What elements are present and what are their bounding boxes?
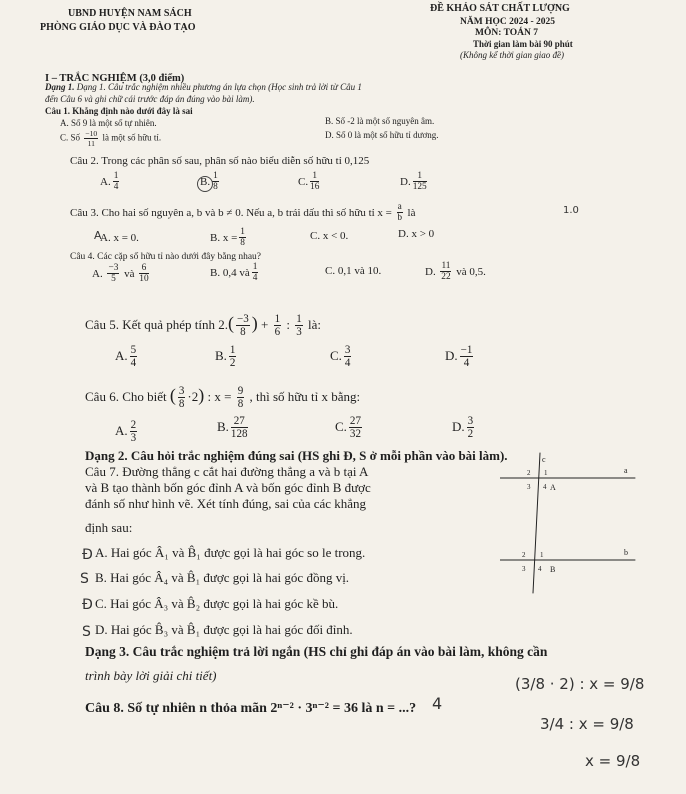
label-a: a <box>624 466 628 475</box>
score-mark: 1.0 <box>563 205 579 216</box>
angle-B-4: 4 <box>538 565 542 573</box>
label-b: b <box>624 548 628 557</box>
q6-stem: Câu 6. Cho biết ( $\frac{3}{8}$ ·2) : x = $\frac{9}{8}$ , thì số hữu tỉ x bằng: <box>85 384 361 411</box>
q5-option-d: D. $\frac{-1}{4}$ <box>445 344 473 370</box>
q7-statement-d: D. Hai góc B̂₃ và B̂₁ được gọi là hai góc đối đỉnh. <box>95 622 353 637</box>
angle-B-3: 3 <box>522 565 526 573</box>
q6-option-d: D. $\frac{3}{2}$ <box>452 415 474 441</box>
angle-A-4: 4 <box>543 483 547 491</box>
q2-option-d: D. $\frac{1}{125}$ <box>400 171 427 193</box>
q7-statement-c: C. Hai góc Â₃ và B̂₂ được gọi là hai góc kề bù. <box>95 596 339 611</box>
parallel-lines-diagram <box>500 448 640 598</box>
q6-option-b: B. $\frac{27}{128}$ <box>217 415 248 441</box>
q1-option-c: C. Số $\frac{-10}{11}$ là một số hữu tỉ. <box>60 129 162 148</box>
q3-option-c: C. x < 0. <box>310 230 349 242</box>
label-A: A <box>550 483 556 492</box>
q8-stem: Câu 8. Số tự nhiên n thỏa mãn 2ⁿ⁻² · 3ⁿ⁻² = 36 là n = ...? <box>85 701 417 716</box>
q7-statement-b: B. Hai góc Â₄ và B̂₁ được gọi là hai góc đồng vị. <box>95 570 350 585</box>
q5-stem: Câu 5. Kết quả phép tính 2.( $\frac{-3}{8}$ ) + $\frac{1}{6}$ : $\frac{1}{3}$ là: <box>85 312 322 339</box>
header-subject: MÔN: TOÁN 7 <box>475 28 538 38</box>
q1-stem: Câu 1. Khẳng định nào dưới đây là sai <box>45 106 193 116</box>
q6-option-a: A. $\frac{2}{3}$ <box>115 419 137 445</box>
handwritten-work-line2: 3/4 : x = 9/8 <box>540 715 634 733</box>
label-c: c <box>542 455 546 464</box>
header-note: (Không kể thời gian giao đề) <box>460 50 565 60</box>
angle-A-1: 1 <box>544 469 548 477</box>
q7-line2: và B tạo thành bốn góc đỉnh A và bốn góc đỉnh B được <box>85 480 371 495</box>
q4-stem: Câu 4. Các cặp số hữu tỉ nào dưới đây bằng nhau? <box>70 252 262 262</box>
section1-title: I – TRẮC NGHIỆM (3,0 điểm) <box>45 73 185 84</box>
section1-intro-line1: Dạng 1. Dạng 1. Câu trắc nghiệm nhiều phương án lựa chọn (Học sinh trả lời từ Câu 1 <box>45 82 362 92</box>
dang3-title-line2: trình bày lời giải chi tiết) <box>85 668 217 683</box>
handwritten-work-line3: x = 9/8 <box>585 752 641 770</box>
q3-option-d: D. x > 0 <box>398 228 435 240</box>
q2-option-a: A. $\frac{1}{4}$ <box>100 171 119 193</box>
handwritten-work-line1: (3/8 · 2) : x = 9/8 <box>515 675 645 693</box>
q2-option-c: C. $\frac{1}{16}$ <box>298 171 320 193</box>
q4-option-d: D. $\frac{11}{22}$ và 0,5. <box>425 261 486 283</box>
q7-answer-c: Đ <box>82 597 93 613</box>
header-dept: UBND HUYỆN NAM SÁCH <box>68 8 192 19</box>
q2-stem: Câu 2. Trong các phân số sau, phân số nào biểu diễn số hữu tỉ 0,125 <box>70 155 370 167</box>
q2-circle-mark <box>197 176 213 192</box>
q5-option-c: C. $\frac{3}{4}$ <box>330 344 351 370</box>
q7-line3: đánh số như hình vẽ. Xét tính đúng, sai của các khẳng <box>85 496 367 511</box>
q1-option-d: D. Số 0 là một số hữu tỉ dương. <box>325 130 439 140</box>
angle-A-3: 3 <box>527 483 531 491</box>
q7-line1: Câu 7. Đường thẳng c cắt hai đường thẳng a và b tại A <box>85 464 369 479</box>
q6-option-c: C. $\frac{27}{32}$ <box>335 415 361 441</box>
angle-A-2: 2 <box>527 469 531 477</box>
q4-option-a: A. $\frac{-3}{5}$ và $\frac{6}{10}$ <box>92 263 149 285</box>
q5-option-b: B. $\frac{1}{2}$ <box>215 344 236 370</box>
section1-intro-line2: đến Câu 6 và ghi chữ cái trước đáp án đúng vào bài làm). <box>45 94 255 104</box>
q5-option-a: A. $\frac{5}{4}$ <box>115 344 137 370</box>
dang2-title: Dạng 2. Câu hỏi trắc nghiệm đúng sai (HS ghi Đ, S ở mỗi phần vào bài làm). <box>85 448 508 463</box>
header-exam-title: ĐỀ KHẢO SÁT CHẤT LƯỢNG <box>430 3 570 14</box>
q8-answer: 4 <box>432 694 443 713</box>
angle-B-1: 1 <box>540 551 544 559</box>
q7-statement-a: A. Hai góc Â₁ và B̂₁ được gọi là hai góc so le trong. <box>95 545 366 560</box>
q2-option-b: B. $\frac{1}{8}$ <box>200 171 218 193</box>
q3-option-a: A. x = 0. <box>100 232 139 244</box>
q3-option-b: B. x = $\frac{1}{8}$ <box>210 227 245 249</box>
q1-option-b: B. Số -2 là một số nguyên âm. <box>325 116 435 126</box>
label-B: B <box>550 565 556 574</box>
q7-line4: định sau: <box>85 520 133 535</box>
q3-stem: Câu 3. Cho hai số nguyên a, b và b ≠ 0. Nếu a, b trái dấu thì số hữu tỉ x = $\frac{a}{b}$ là <box>70 202 416 224</box>
q1-option-a: A. Số 9 là một số tự nhiên. <box>60 118 157 128</box>
q3-mark: A <box>94 229 102 242</box>
dang3-title: Dạng 3. Câu trắc nghiệm trả lời ngắn (HS chỉ ghi đáp án vào bài làm, không cần <box>85 644 548 659</box>
header-duration: Thời gian làm bài 90 phút <box>473 39 573 49</box>
angle-B-2: 2 <box>522 551 526 559</box>
q7-answer-a: Đ <box>82 547 93 563</box>
header-office: PHÒNG GIÁO DỤC VÀ ĐÀO TẠO <box>40 22 196 33</box>
q4-option-c: C. 0,1 và 10. <box>325 265 382 277</box>
q4-option-b: B. 0,4 và $\frac{1}{4}$ <box>210 262 258 284</box>
header-school-year: NĂM HỌC 2024 - 2025 <box>460 17 555 27</box>
q7-answer-b: S <box>80 571 89 587</box>
q7-answer-d: S <box>82 624 91 640</box>
